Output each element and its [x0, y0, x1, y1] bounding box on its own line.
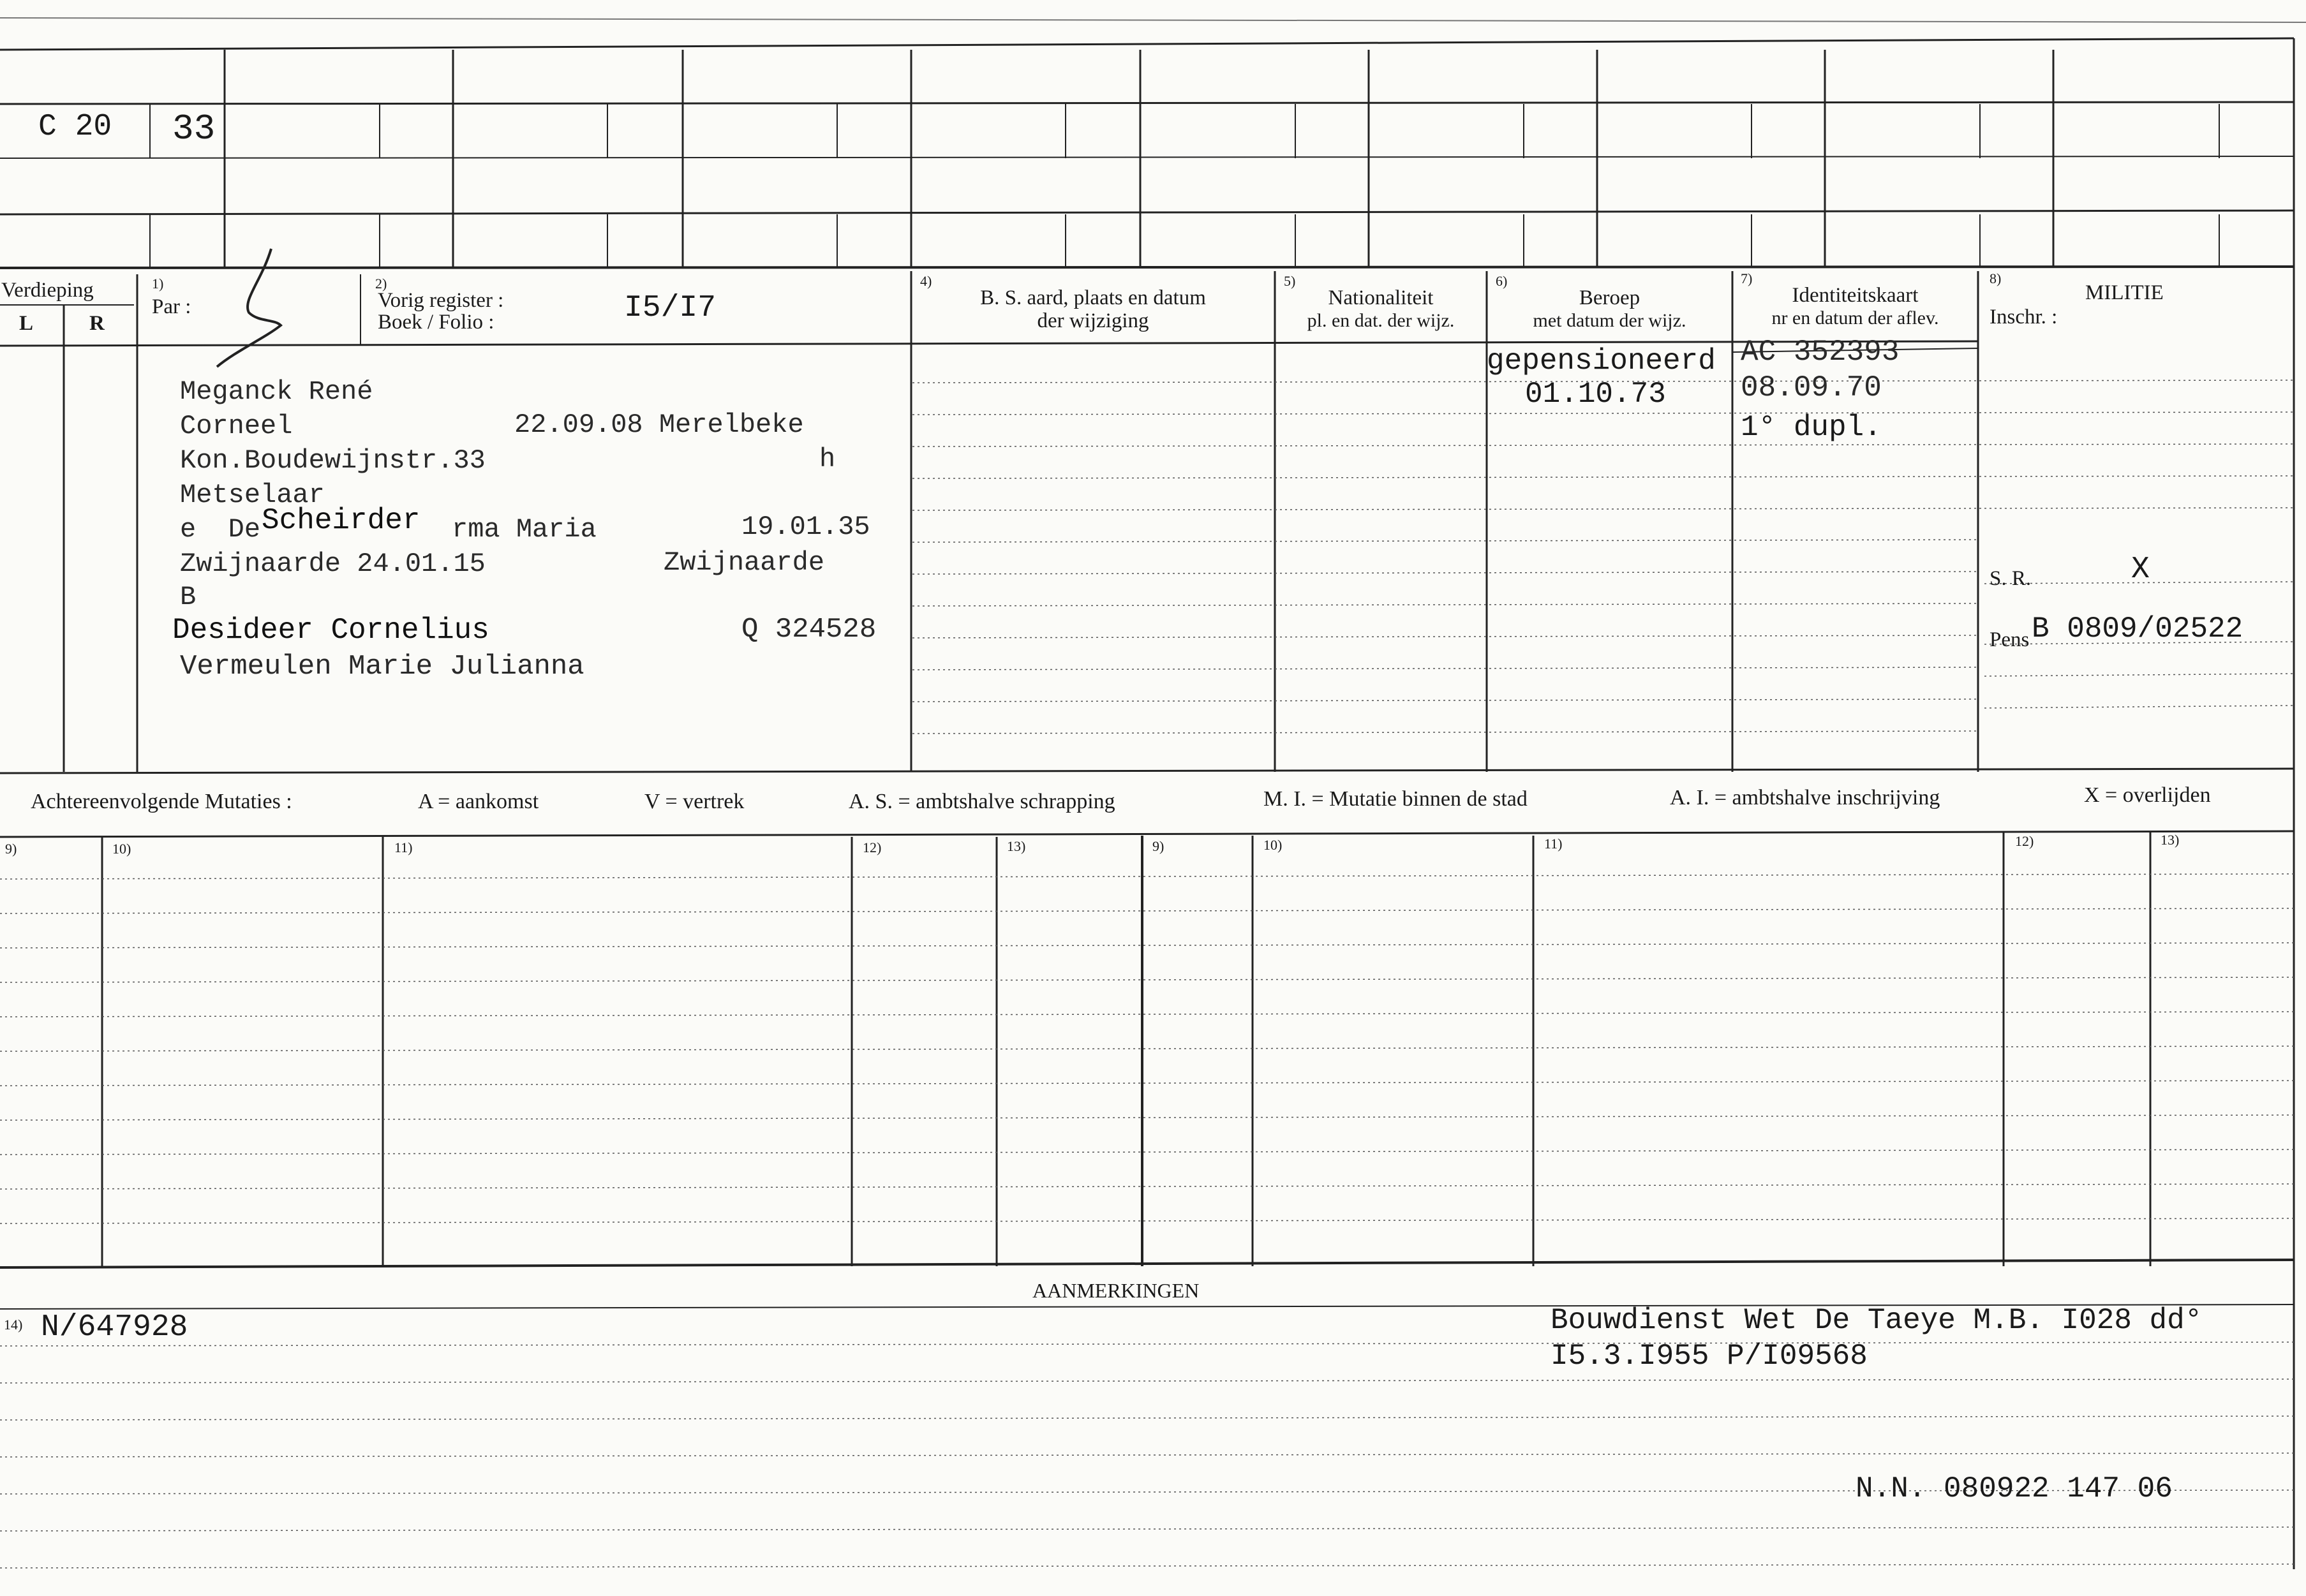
aanmerkingen-footer-code: N.N. 080922 147 06 — [1856, 1472, 2173, 1505]
mutatie-as: A. S. = ambtshalve schrapping — [849, 790, 1115, 813]
person-firstname: Corneel — [180, 411, 293, 441]
mutaties-col-10b: 10) — [1263, 837, 1283, 853]
person-b-mark: B — [180, 582, 197, 612]
father-code: Q 324528 — [741, 614, 877, 646]
father-name: Desideer Cornelius — [172, 614, 489, 647]
nat-number: 5) — [1284, 273, 1296, 289]
mutatie-v: V = vertrek — [644, 790, 745, 813]
militie-number: 8) — [1990, 270, 2002, 286]
vorig-register-label: Vorig register : — [378, 289, 504, 312]
pens-value: B 0809/02522 — [2032, 612, 2243, 646]
aanmerkingen-title: AANMERKINGEN — [1032, 1279, 1200, 1302]
mutaties-col-13b: 13) — [2161, 832, 2180, 848]
id-number: 7) — [1741, 270, 1753, 286]
aanmerkingen-value: N/647928 — [41, 1310, 188, 1345]
mutatie-mi: M. I. = Mutatie binnen de stad — [1263, 787, 1528, 811]
nat-header-line1: Nationaliteit — [1328, 286, 1434, 309]
spouse-overtype: Scheirder — [262, 504, 420, 537]
person-name: Meganck René — [180, 376, 373, 407]
id-card-date: 08.09.70 — [1741, 371, 1882, 404]
id-card-duplicate: 1° dupl. — [1741, 411, 1882, 444]
mutaties-col-9: 9) — [5, 841, 17, 857]
spouse-rest: rma Maria — [452, 514, 597, 545]
par-handwritten-mark-icon — [204, 242, 306, 370]
bs-number: 4) — [920, 273, 932, 289]
person-occupation: Metselaar — [180, 480, 325, 510]
mutaties-col-9b: 9) — [1152, 838, 1164, 854]
mutaties-col-12b: 12) — [2015, 833, 2034, 849]
bs-header-line1: B. S. aard, plaats en datum — [980, 286, 1206, 309]
id-header-line2: nr en datum der aflev. — [1771, 307, 1939, 329]
mother-name: Vermeulen Marie Julianna — [180, 651, 584, 683]
beroep-header-line2: met datum der wijz. — [1533, 310, 1686, 331]
spouse-birth: Zwijnaarde 24.01.15 — [180, 549, 486, 579]
card-series: C 20 — [38, 110, 112, 144]
card-number: 33 — [172, 108, 216, 149]
spouse-date: 19.01.35 — [741, 512, 870, 542]
spouse-prefix: e De — [180, 514, 261, 545]
sr-label: S. R. — [1990, 567, 2032, 590]
beroep-number: 6) — [1496, 273, 1508, 289]
verdieping-label: Verdieping — [1, 279, 94, 302]
beroep-value: gepensioneerd — [1487, 344, 1716, 378]
boek-folio-label: Boek / Folio : — [378, 311, 495, 334]
nat-header-line2: pl. en dat. der wijz. — [1307, 310, 1455, 331]
bs-header-line2: der wijziging — [1037, 309, 1149, 332]
verdieping-l-label: L — [19, 312, 34, 335]
mutaties-col-11: 11) — [394, 839, 413, 855]
person-address: Kon.Boudewijnstr.33 — [180, 445, 486, 476]
mutatie-a: A = aankomst — [418, 790, 539, 813]
mutatie-ai: A. I. = ambtshalve inschrijving — [1670, 786, 1940, 809]
id-header-line1: Identiteitskaart — [1792, 284, 1919, 307]
mutaties-col-10: 10) — [112, 841, 131, 857]
beroep-header-line1: Beroep — [1579, 286, 1640, 309]
par-number: 1) — [152, 276, 164, 292]
vorig-register-value: I5/I7 — [624, 291, 717, 325]
id-card-number: AC 352393 — [1741, 336, 1900, 369]
spouse-birthplace: Zwijnaarde — [664, 547, 825, 578]
mutaties-col-13: 13) — [1007, 838, 1026, 854]
mutaties-col-11b: 11) — [1544, 836, 1563, 852]
mutaties-col-12: 12) — [863, 839, 882, 855]
par-label: Par : — [152, 295, 191, 318]
militie-title: MILITIE — [2085, 281, 2164, 304]
sr-value: X — [2131, 552, 2150, 587]
aanmerkingen-note1: Bouwdienst Wet De Taeye M.B. I028 dd° — [1551, 1304, 2203, 1337]
aanmerkingen-note2: I5.3.I955 P/I09568 — [1551, 1340, 1868, 1373]
vorig-number: 2) — [375, 276, 387, 292]
aanmerkingen-number: 14) — [4, 1317, 23, 1333]
mutaties-title: Achtereenvolgende Mutaties : — [31, 790, 292, 813]
person-h-mark: h — [819, 444, 836, 475]
verdieping-r-label: R — [89, 312, 105, 335]
pens-label: Pens — [1990, 628, 2030, 651]
beroep-date: 01.10.73 — [1525, 378, 1666, 411]
mutatie-x: X = overlijden — [2084, 783, 2211, 807]
militie-inschr-label: Inschr. : — [1990, 306, 2058, 329]
person-birth: 22.09.08 Merelbeke — [514, 410, 804, 440]
